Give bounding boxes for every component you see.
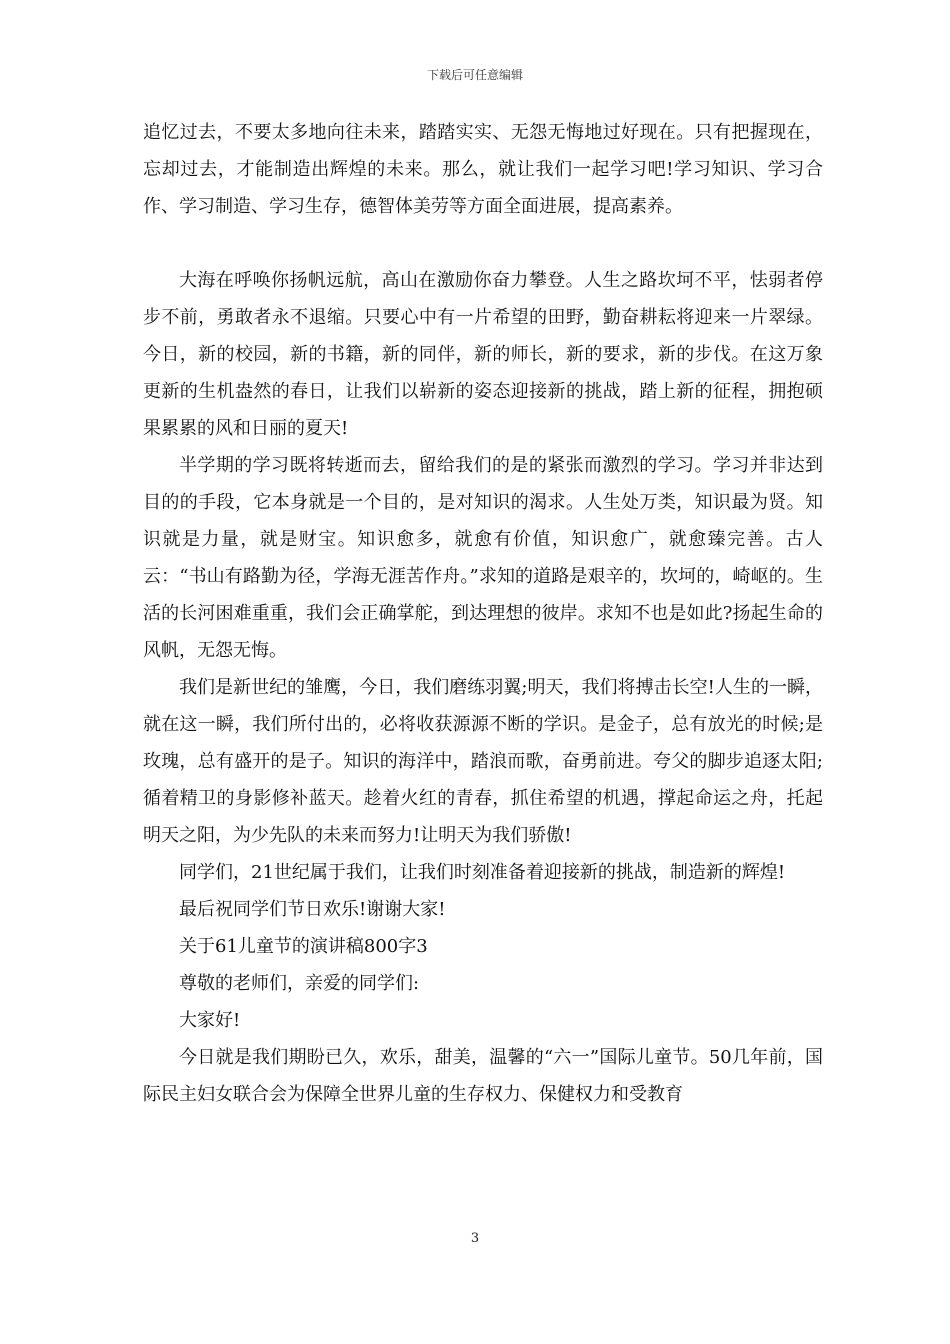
paragraph-gap (143, 225, 823, 262)
paragraph-6: 最后祝同学们节日欢乐!谢谢大家! (179, 899, 446, 920)
paragraph-10: 今日就是我们期盼已久，欢乐，甜美，温馨的“六一”国际儿童节。50几年前，国际民主妇女联合会为保障全世界儿童的生存权力、保健权力和受教育 (143, 1047, 823, 1105)
paragraph-4: 我们是新世纪的雏鹰，今日，我们磨练羽翼;明天，我们将搏击长空!人生的一瞬，就在这一瞬，我们所付出的，必将收获源源不断的学识。是金子，总有放光的时候;是玫瑰，总有盛开的是子。知识的海洋中，踏浪而歌，奋勇前进。夸父的脚步追逐太阳;循着精卫的身影修补蓝天。趁着火红的青春，抓住希望的机遇，撑起命运之舟，托起明天之阳，为少先队的未来而努力!让明天为我们骄傲! (143, 677, 823, 846)
paragraph-3: 半学期的学习既将转逝而去，留给我们的是的紧张而激烈的学习。学习并非达到目的的手段，它本身就是一个目的，是对知识的渴求。人生处万类，知识最为贤。知识就是力量，就是财宝。知识愈多，就愈有价值，知识愈广，就愈臻完善。古人云：“书山有路勤为径，学海无涯苦作舟。”求知的道路是艰辛的，坎坷的，崎岖的。生活的长河困难重重，我们会正确掌舵，到达理想的彼岸。求知不也是如此?扬起生命的风帆，无怨无悔。 (143, 455, 823, 661)
salutation: 尊敬的老师们，亲爱的同学们: (179, 973, 420, 994)
page-header: 下载后可任意编辑 (426, 68, 523, 82)
paragraph-2: 大海在呼唤你扬帆远航，高山在激励你奋力攀登。人生之路坎坷不平，怯弱者停步不前，勇敢者永不退缩。只要心中有一片希望的田野，勤奋耕耘将迎来一片翠绿。今日，新的校园，新的书籍，新的同伴，新的师长，新的要求，新的步伐。在这万象更新的生机盎然的春日，让我们以崭新的姿态迎接新的挑战，踏上新的征程，拥抱硕果累累的风和日丽的夏天! (143, 270, 823, 439)
document-body (143, 114, 823, 1113)
page-number: 3 (470, 1231, 480, 1246)
paragraph-5: 同学们，21世纪属于我们，让我们时刻准备着迎接新的挑战，制造新的辉煌! (179, 862, 786, 883)
greeting: 大家好! (179, 1010, 241, 1031)
section-heading: 关于61儿童节的演讲稿800字3 (179, 936, 428, 957)
paragraph-1: 追忆过去，不要太多地向往未来，踏踏实实、无怨无悔地过好现在。只有把握现在，忘却过去，才能制造出辉煌的未来。那么，就让我们一起学习吧!学习知识、学习合作、学习制造、学习生存，德智体美劳等方面全面进展，提高素养。 (143, 122, 823, 217)
